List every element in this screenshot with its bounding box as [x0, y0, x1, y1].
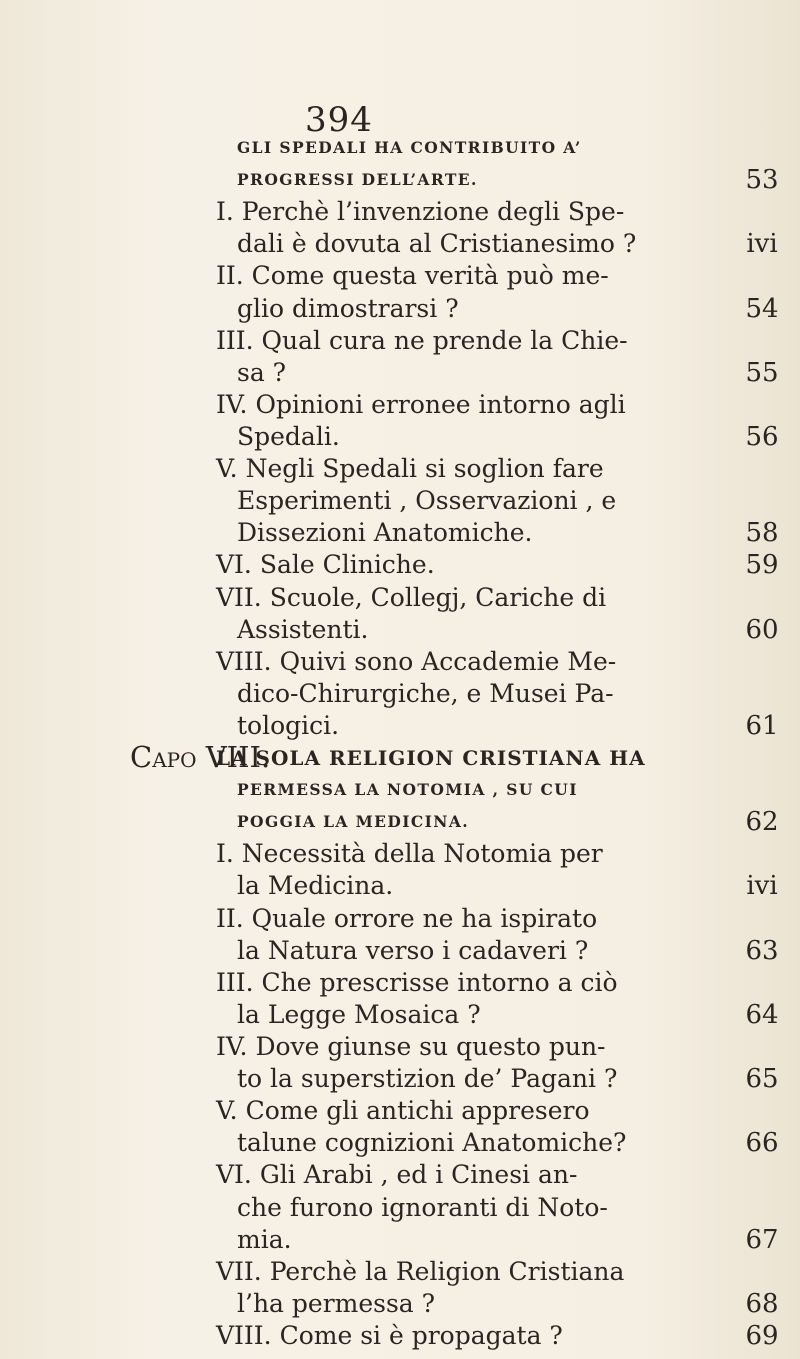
toc-entry-text: PERMESSA LA NOTOMIA , SU CUI	[237, 780, 578, 799]
toc-line	[0, 1190, 800, 1226]
toc-entry-text: VIII. Quivi sono Accademie Me-	[216, 647, 617, 676]
toc-line	[0, 258, 800, 294]
toc-line	[0, 740, 800, 776]
toc-line	[0, 547, 800, 583]
toc-entry-text: V. Negli Spedali si soglion fare	[216, 454, 604, 483]
toc-entry-text: VI. Sale Cliniche.	[216, 550, 435, 579]
toc-entry-text: I. Perchè l’invenzione degli Spe-	[216, 197, 625, 226]
toc-entry-text: Assistenti.	[237, 615, 369, 644]
toc-line	[0, 291, 800, 327]
toc-entry-text: dico-Chirurgiche, e Musei Pa-	[237, 679, 614, 708]
toc-page-number: ivi	[746, 229, 778, 259]
toc-line	[0, 933, 800, 969]
toc-line	[0, 1093, 800, 1129]
toc-line	[0, 1286, 800, 1322]
toc-line	[0, 130, 800, 166]
toc-entry-text: VII. Scuole, Collegj, Cariche di	[216, 583, 607, 612]
toc-entry-text: talune cognizioni Anatomiche?	[237, 1128, 627, 1157]
toc-line	[0, 965, 800, 1001]
toc-line	[0, 580, 800, 616]
toc-page-number: 62	[745, 807, 779, 837]
toc-entry-text: VII. Perchè la Religion Cristiana	[216, 1257, 625, 1286]
toc-entry-text: la Medicina.	[237, 871, 394, 900]
toc-entry-text: Esperimenti , Osservazioni , e	[237, 486, 617, 515]
toc-entry-text: IV. Opinioni erronee intorno agli	[216, 390, 626, 419]
toc-line	[0, 1125, 800, 1161]
toc-line	[0, 483, 800, 519]
toc-entry-text: I. Necessità della Notomia per	[216, 839, 603, 868]
toc-line	[0, 836, 800, 872]
toc-entry-text: V. Come gli antichi appresero	[216, 1096, 590, 1125]
toc-entry-text: la Natura verso i cadaveri ?	[237, 936, 589, 965]
toc-entry-text: II. Quale orrore ne ha ispirato	[216, 904, 598, 933]
toc-line	[0, 1157, 800, 1193]
toc-line	[0, 1254, 800, 1290]
toc-entry-text: to la superstizion de’ Pagani ?	[237, 1064, 618, 1093]
toc-page-number: 60	[745, 615, 779, 645]
toc-line	[0, 323, 800, 359]
toc-entry-text: Dissezioni Anatomiche.	[237, 518, 533, 547]
page-number: 394	[305, 100, 373, 140]
toc-entry-text: dali è dovuta al Cristianesimo ?	[237, 229, 637, 258]
toc-line	[0, 194, 800, 230]
toc-entry-text: PROGRESSI DELL’ARTE.	[237, 170, 478, 189]
toc-entry-text: VIII. Come si è propagata ?	[216, 1321, 563, 1350]
toc-page-number: ivi	[746, 871, 778, 901]
toc-page-number: 63	[745, 936, 779, 966]
toc-page-number: 68	[745, 1289, 779, 1319]
toc-line	[0, 451, 800, 487]
toc-line	[0, 1222, 800, 1258]
toc-entry-text: Spedali.	[237, 422, 340, 451]
toc-entry-text: che furono ignoranti di Noto-	[237, 1193, 608, 1222]
toc-entry-text: III. Che prescrisse intorno a ciò	[216, 968, 618, 997]
toc-page-number: 67	[745, 1225, 779, 1255]
toc-line	[0, 901, 800, 937]
toc-line	[0, 355, 800, 391]
toc-entry-text: tologici.	[237, 711, 340, 740]
toc-line	[0, 708, 800, 744]
toc-line	[0, 772, 800, 808]
toc-entry-text: GLI SPEDALI HA CONTRIBUITO A’	[237, 138, 582, 157]
toc-page-number: 56	[745, 422, 779, 452]
toc-page-number: 61	[745, 711, 779, 741]
toc-page-number: 64	[745, 1000, 779, 1030]
toc-line	[0, 162, 800, 198]
toc-entry-text: la Legge Mosaica ?	[237, 1000, 481, 1029]
toc-page-number: 58	[745, 518, 779, 548]
toc-line	[0, 868, 800, 904]
toc-entry-text: glio dimostrarsi ?	[237, 294, 459, 323]
toc-entry-text: III. Qual cura ne prende la Chie-	[216, 326, 628, 355]
toc-line	[0, 226, 800, 262]
toc-line	[0, 644, 800, 680]
toc-line	[0, 804, 800, 840]
toc-entry-text: IV. Dove giunse su questo pun-	[216, 1032, 606, 1061]
toc-page-number: 54	[745, 294, 779, 324]
toc-line	[0, 387, 800, 423]
toc-line	[0, 1318, 800, 1354]
toc-line	[0, 612, 800, 648]
toc-line	[0, 1061, 800, 1097]
toc-page-number: 66	[745, 1128, 779, 1158]
toc-page-number: 65	[745, 1064, 779, 1094]
toc-entry-text: l’ha permessa ?	[237, 1289, 436, 1318]
chapter-label: Capo VIII.	[130, 740, 271, 774]
toc-entry-text: LA SOLA RELIGION CRISTIANA HA	[216, 746, 646, 770]
toc-line	[0, 997, 800, 1033]
toc-entry-text: mia.	[237, 1225, 292, 1254]
toc-entry-text: POGGIA LA MEDICINA.	[237, 812, 470, 831]
toc-line	[0, 515, 800, 551]
toc-entry-text: VI. Gli Arabi , ed i Cinesi an-	[216, 1160, 578, 1189]
toc-page-number: 69	[745, 1321, 779, 1351]
toc-line	[0, 1029, 800, 1065]
toc-entry-text: II. Come questa verità può me-	[216, 261, 609, 290]
toc-entry-text: sa ?	[237, 358, 287, 387]
toc-line	[0, 676, 800, 712]
toc-page-number: 53	[745, 165, 779, 195]
toc-line	[0, 419, 800, 455]
toc-page-number: 55	[745, 358, 779, 388]
toc-page-number: 59	[745, 550, 779, 580]
